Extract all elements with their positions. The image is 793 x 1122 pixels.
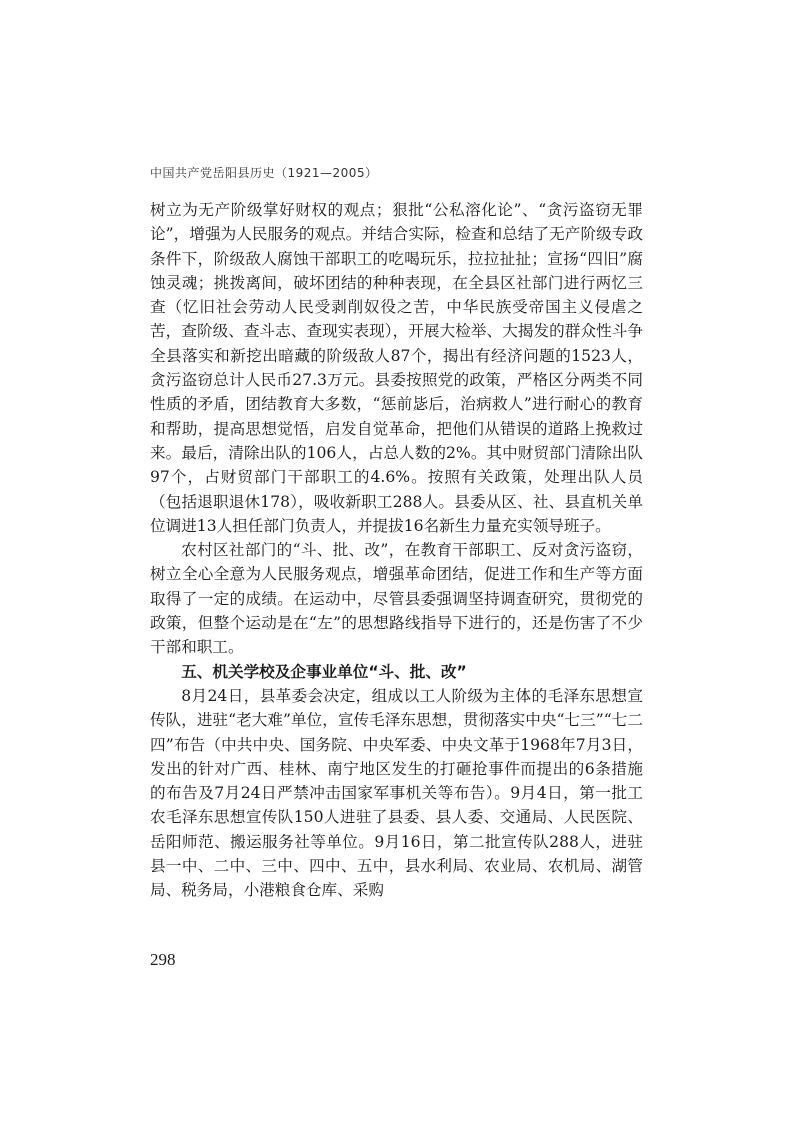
paragraph-rural-departments: 农村区社部门的“斗、批、改”，在教育干部职工、反对贪污盗窃，树立全心全意为人民服务观点，增强革命团结，促进工作和生产等方面取得了一定的成绩。在运动中，尽管县委强调坚持调查研究，贯彻党的政策，但整个运动是在“左”的思想路线指导下进行的，还是伤害了不少干部和职工。 bbox=[150, 541, 643, 657]
running-header: 中国共产党岳阳县历史（1921—2005） bbox=[150, 166, 378, 180]
section-heading: 五、机关学校及企事业单位“斗、批、改” bbox=[181, 662, 467, 681]
paragraph-continued: 树立为无产阶级掌好财权的观点；狠批“公私溶化论”、“贪污盗窃无罪论”，增强为人民服务的观点。并结合实际，检查和总结了无产阶级专政条件下，阶级敌人腐蚀干部职工的吃喝玩乐，拉拉扯扯；宣扬“四旧”腐蚀灵魂；挑拨离间，破坏团结的种种表现，在全县区社部门进行两忆三查（忆旧社会劳动人民受剥削奴役之苦，中华民族受帝国主义侵虐之苦，查阶级、查斗志、查现实表现），开展大检举、大揭发的群众性斗争全县落实和新挖出暗藏的阶级敌人87个，揭出有经济问题的1523人，贪污盗窃总计人民币27.3万元。县委按照党的政策，严格区分两类不同性质的矛盾，团结教育大多数，“惩前毖后，治病救人”进行耐心的教育和帮助，提高思想觉悟，启发自觉革命，把他们从错误的道路上挽救过来。最后，清除出队的106人，占总人数的2%。其中财贸部门清除出队97个，占财贸部门干部职工的4.6%。按照有关政策，处理出队人员（包括退职退休178），吸收新职工288人。县委从区、社、县直机关单位调进13人担任部门负责人，并提拔16名新生力量充实领导班子。 bbox=[150, 201, 643, 535]
body-text bbox=[150, 198, 643, 903]
page-number: 298 bbox=[150, 950, 176, 969]
paragraph-propaganda-teams: 8月24日，县革委会决定，组成以工人阶级为主体的毛泽东思想宣传队，进驻“老大难”单位，宣传毛泽东思想，贯彻落实中央“七三”“七二四”布告（中共中央、国务院、中央军委、中央文革于1968年7月3日，发出的针对广西、桂林、南宁地区发生的打砸抢事件而提出的6条措施的布告及7月24日严禁冲击国家军事机关等布告）。9月4日，第一批工农毛泽东思想宣传队150人进驻了县委、县人委、交通局、人民医院、岳阳师范、搬运服务社等单位。9月16日，第二批宣传队288人，进驻县一中、二中、三中、四中、五中，县水利局、农业局、农机局、湖管局、税务局，小港粮食仓库、采购 bbox=[150, 686, 643, 900]
